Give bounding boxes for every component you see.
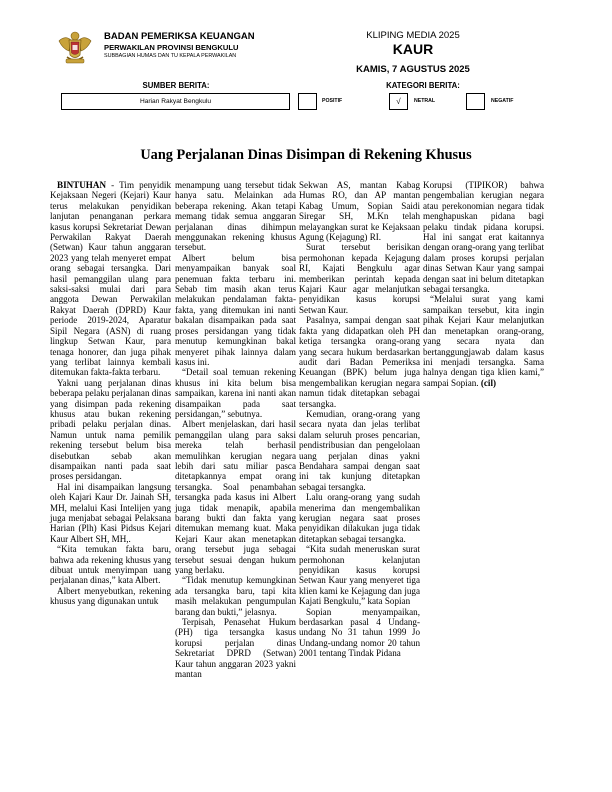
article-paragraph: Sopian menyampaikan, berdasarkan pasal 4 Undang-undang No 31 tahun 1999 Jo Undang-undang nomor 20 tahun 2001 tentang Tindak Pidana <box>299 606 420 659</box>
category-label: KATEGORI BERITA: <box>386 81 460 90</box>
bpk-emblem-icon <box>55 27 95 67</box>
article-paragraph: Sekwan AS, mantan Kabag Humas RO, dan AP mantan Kabag Umum, Sopian Saidi Siregar SH, M.Kn telah melayangkan surat ke Kejaksaan Agung (Kejagung) RI. <box>299 180 420 243</box>
article-paragraph: menampung uang tersebut tidak hanya satu. Melainkan ada beberapa rekening. Akan tetapi memang tidak semua anggaran perjalanan dinas dihimpun menggunakan rekening khusus tersebut. <box>175 180 296 253</box>
article-paragraph: Albert menyebutkan, rekening khusus yang digunakan untuk <box>50 585 171 607</box>
category-positive-checkbox <box>298 93 317 110</box>
article-paragraph: Lalu orang-orang yang sudah menerima dan mengembalikan kerugian negara saat proses penyidikan dilakukan juga tidak ditetapkan sebagai tersangka. <box>299 492 420 544</box>
category-neutral-label: NETRAL <box>414 98 436 104</box>
article-paragraph <box>50 180 171 378</box>
category-neutral-checkbox: √ <box>389 93 408 110</box>
article-paragraph: Albert belum bisa menyampaikan banyak soal penemuan fakta terbaru ini. Sebab tim masih akan terus melakukan pendalaman fakta-fakta, yang ditemukan ini nanti bakalan disampaikan pada saat proses persidangan yang tidak menutup kemungkinan bakal menyeret pihak lainnya dalam kasus ini. <box>175 252 296 367</box>
article-paragraph: “Kita sudah meneruskan surat permohonan kelanjutan penyidikan kasus korupsi Setwan Kaur yang menyeret tiga klien kami ke Kejagung dan juga Kajati Bengkulu,” kata Sopian <box>299 544 420 607</box>
article-paragraph: Korupsi (TIPIKOR) bahwa pengembalian kerugian negara atau perekonomian negara tidak menghapuskan pidana bagi pelaku tindak pidana korupsi. Hal ini sangat erat kaitannya dengan orang-orang yang terlibat dalam proses korupsi perjalan dinas Setwan Kaur yang sampai dengan saat ini belum ditetapkan sebagai tersangka. <box>423 180 544 295</box>
source-field: Harian Rakyat Bengkulu <box>61 93 290 110</box>
org-name: BADAN PEMERIKSA KEUANGAN <box>104 31 255 42</box>
category-negative-checkbox <box>466 93 485 110</box>
publication-date: KAMIS, 7 AGUSTUS 2025 <box>356 64 470 75</box>
org-branch: PERWAKILAN PROVINSI BENGKULU <box>104 43 239 52</box>
article-paragraph <box>423 294 544 388</box>
article-title: Uang Perjalanan Dinas Disimpan di Rekening Khusus <box>140 147 472 163</box>
region-title: KAUR <box>392 41 434 57</box>
article-paragraph: Kemudian, orang-orang yang secara nyata dan jelas terlibat dalam seluruh proses pencarian, pendistribusian dan pengelolaan uang perjalan dinas yakni Bendahara sampai dengan saat ini tak kunjung ditetapkan sebagai tersangka. <box>299 408 420 492</box>
article-column-3 <box>299 180 420 659</box>
article-column-2 <box>175 180 296 680</box>
article-lead: - Tim penyidik Kejaksaan Negeri (Kejari) Kaur terus melakukan penyidikan lanjutan penanganan perkara kasus korupsi Sekretariat Dewan Perwakilan Rakyat Daerah (Setwan) Kaur tahun anggaran 2023 yang telah menyeret empat orang sebagai tersangka. Dari hasil pemanggilan ulang para saksi-saksi mulai dari para anggota Dewan Perwakilan Rakyat Daerah (DPRD) Kaur periode 2019-2024, Aparatur Sipil Negara (ASN) di ruang lingkup Setwan Kaur, para tenaga honorer, dan juga pihak yang terlibat lainnya kembali ditemukan fakta-fakta terbaru. <box>50 180 171 378</box>
org-unit: SUBBAGIAN HUMAS DAN TU KEPALA PERWAKILAN <box>104 53 237 59</box>
dateline: BINTUHAN <box>57 180 107 190</box>
article-paragraph: Albert menjelaskan, dari hasil pemanggilan ulang para saksi mereka telah berhasil memulihkan kerugian negara lebih dari satu miliar pasca ditetapkannya empat orang tersangka. Soal penambahan tersangka pada kasus ini Albert juga tidak menapik, apabila barang bukti dan fakta yang ditemukan memang kuat. Maka Kejari Kaur akan menetapkan orang tersebut juga sebagai tersebut sesuai dengan hukum yang berlaku. <box>175 419 296 576</box>
source-label: SUMBER BERITA: <box>142 81 210 90</box>
kliping-label: KLIPING MEDIA 2025 <box>366 30 460 41</box>
article-paragraph: “Detail soal temuan rekening khusus ini kita belum bisa sampaikan, karena ini nanti akan disampaikan pada saat persidangan,” sebutnya. <box>175 367 296 419</box>
article-closing: “Melalui surat yang kami sampaikan tersebut, kita ingin pihak Kejari Kaur melanjutkan dan menetapkan orang-orang, yang secara nyata dan bertanggungjawab dalam kasus ini menjadi tersangka. Sama halnya dengan tiga klien kami,” sampai Sopian. <box>423 294 544 388</box>
author-signoff: (cil) <box>480 377 497 388</box>
article-column-1 <box>50 180 171 607</box>
article-column-4 <box>423 180 544 388</box>
article-paragraph: Pasalnya, sampai dengan saat fakta yang didapatkan oleh PH ketiga tersangka orang-orang yang secara hukum berdasarkan audit dari Badan Pemeriksa Keuangan (BPK) belum juga mengembalikan kerugian negara namun tidak ditetapkan sebagai tersangka. <box>299 315 420 409</box>
article-paragraph: Terpisah, Penasehat Hukum (PH) tiga tersangka kasus korupsi perjalan dinas Sekretariat DPRD (Setwan) Kaur tahun anggaran 2023 yakni mantan <box>175 617 296 680</box>
category-positive-label: POSITIF <box>322 98 343 104</box>
article-paragraph: Surat tersebut berisikan permohonan kepada Kejagung RI, Kajati Bengkulu agar memberikan perintah kepada Kajari Kaur agar melanjutkan penyidikan kasus korupsi Setwan Kaur. <box>299 242 420 315</box>
article-paragraph: “Tidak menutup kemungkinan ada tersangka baru, tapi kita masih melakukan pengumpulan barang dan bukti,” jelasnya. <box>175 575 296 617</box>
article-paragraph: “Kita temukan fakta baru, bahwa ada rekening khusus yang dibuat untuk menyimpan uang perjalanan dinas,” kata Albert. <box>50 544 171 586</box>
article-paragraph: Hal ini disampaikan langsung oleh Kajari Kaur Dr. Jainah SH, MH, melalui Kasi Intelijen yang juga menjabat sebagai Pelaksana Harian (Plh) Kasi Pidsus Kejari Kaur Albert SH, MH,. <box>50 481 171 544</box>
article-paragraph: Yakni uang perjalanan dinas beberapa pelaku perjalanan dinas yang disimpan pada rekening khusus atau bukan rekening pribadi pelaku perjalan dinas. Namun untuk nama pemilik rekening tersebut belum bisa disebutkan sebab akan disampaikan nanti pada saat proses persidangan. <box>50 377 171 482</box>
category-negative-label: NEGATIF <box>491 98 514 104</box>
